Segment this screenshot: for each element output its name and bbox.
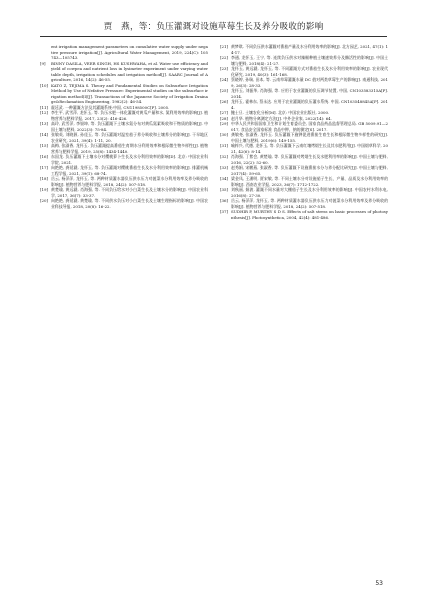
reference-entry bbox=[220, 66, 388, 77]
reference-text: 黄楚瑜, 黄远涵, 肖海强, 等. 不同负压给水对小白菜生长及土壤水分的影响[J]. 中国农业科学, 2017, 36(7): 33-37. bbox=[51, 187, 208, 198]
reference-number: [18] bbox=[40, 176, 48, 181]
reference-number: [30] bbox=[220, 132, 228, 137]
references-right-column bbox=[220, 44, 388, 220]
reference-entry bbox=[220, 77, 388, 88]
reference-number: [14] bbox=[40, 132, 48, 137]
reference-text: 赵月华. 植物分离测定方法[J]. 中外企业家, 2022(14): 64. bbox=[231, 115, 332, 121]
reference-number: [27] bbox=[220, 110, 228, 115]
reference-text: 向艳艳, 龚延涵, 龙怀玉, 等. 负压灌溉对樱桃番茄生长及水分利用效率的影响[J]. 排灌机械工程学报, 2021, 39(1): 68-74. bbox=[51, 165, 208, 176]
reference-text: 李通, 龙怀玉, 王宁, 等. 连续负压供水对辣椒种植土壤速效养分及酶活性的影响[J]. 中国土壤与肥料, 2018(4): 21-27. bbox=[231, 55, 388, 66]
reference-text: 向艳艳, 龚延涵, 黄楚瑜, 等. 不同供水负压对小白菜生长及土壤生理指标的影响[J]. 中国农业科技导报, 2018, 20(8): 16-22. bbox=[51, 198, 208, 209]
reference-entry bbox=[40, 176, 208, 187]
reference-text: 霍廷武. 一种灌溉方法及其灌溉系统:中国, CN1198500C[P]. 2005. bbox=[51, 104, 170, 110]
reference-entry bbox=[40, 110, 208, 121]
reference-text: 岳云, 杨萍萍, 龙怀玉, 等. 两种材质灌水器负压供水压力对菠菜水分利用效率及养分吸收的影响[J]. 植物营养与肥料学报, 2018, 24(2): 507-518. bbox=[231, 198, 388, 209]
reference-entry bbox=[220, 99, 388, 110]
reference-entry bbox=[220, 154, 388, 165]
reference-number: [20] bbox=[40, 198, 48, 203]
reference-entry bbox=[220, 121, 388, 132]
reference-text: SUDHIR P, MURTHY S D S. Effects of salt stress on basic processes of photosynthesis[J]. Photosynthetica, 2004, 42(4): 481-486. bbox=[231, 209, 388, 220]
reference-number: [19] bbox=[40, 187, 48, 192]
reference-entry bbox=[220, 132, 388, 143]
reference-number: [34] bbox=[220, 176, 228, 181]
reference-number: [32] bbox=[220, 154, 228, 159]
reference-entry bbox=[220, 143, 388, 154]
reference-text: 东国龙. 负压灌溉下土壤水分对樱桃萝卜生长及水分利用效率的影响[D]. 北京: 中国农业科学院, 2021. bbox=[51, 154, 208, 165]
reference-number: [22] bbox=[220, 55, 228, 60]
reference-text: 龙怀玉, 霍林东, 蔡永达. 应用于农业灌溉的负压灌水系统. 中国, CN103548845A[P]. 2014. bbox=[231, 99, 388, 110]
reference-text: 黄梦琪. 不同负压供水灌溉对番茄产量及水分利用效率的影响[J]. 北方园艺, 2021, 47(1): 14-17. bbox=[231, 44, 388, 55]
reference-number: [28] bbox=[220, 115, 228, 121]
reference-number: [35] bbox=[220, 187, 228, 192]
reference-text: 中华人民共和国国家卫生和计划生育委员会, 国家食品药品监督管理总局. GB 5009.91—2017, 食品安全国家标准 食品中钾、钠的测定[S]. 2017. bbox=[231, 121, 388, 132]
reference-text: 刘秋丽, 娟波. 灌溉不同水量对大棚茄子生长及水分利用效率的影响[J]. 中国农村水利水电, 2016(8): 27-30. bbox=[231, 187, 388, 198]
reference-number: [15] bbox=[40, 143, 48, 148]
reference-text: 张敏英, 刘晓源, 孙佳玉, 等. 负压灌溉对温室茄子养分吸收和土壤养分的影响[J]. 干旱地区农业研究, 2021, 39(4): 1-11, 20. bbox=[51, 132, 208, 143]
reference-entry bbox=[220, 88, 388, 99]
page-number: 53 bbox=[375, 580, 383, 587]
reference-text: 肖海强, 丁紫会, 黄楚瑜, 等. 负压灌溉对烤烟生长及水肥利用率的影响[J]. 中国土壤与肥料, 2016, 22(2): 52-60. bbox=[231, 154, 388, 165]
reference-text: 龙怀玉, 黄远涵, 龙怀玉, 等. 不同灌溉方式对番茄生长及水分利用效率的影响[J]. 农业现代化研究, 2019, 40(3): 161-168. bbox=[231, 66, 388, 77]
reference-number: [31] bbox=[220, 143, 228, 148]
reference-entry bbox=[40, 83, 208, 105]
reference-entry bbox=[220, 55, 388, 66]
reference-entry bbox=[220, 165, 388, 176]
header-rule bbox=[40, 36, 387, 37]
reference-entry bbox=[40, 187, 208, 198]
reference-entry bbox=[40, 61, 208, 83]
reference-number: [10] bbox=[40, 82, 48, 88]
reference-text: ent irrigation management parameters on cumulative water supply under negative pressure irrigation[J]. Agricultural Water Management, 2019, 224(C): 105743—105743. bbox=[51, 44, 208, 60]
reference-text: 高玲, 武雪萍, 李银坤, 等. 负压灌溉下土壤水氮分布对黄瓜氮素吸收和干物质的影响[J]. 中国土壤与肥料, 2022(3): 75-84. bbox=[51, 121, 208, 132]
reference-text: 梁金凤, 王潘明, 贾宋敏, 等. 不同土壤水分对设施茄子生长、产量、品质及水分利用效率的影响[J]. 西南农业学报, 2023, 36(7): 1712-1722. bbox=[231, 176, 388, 187]
reference-number: [25] bbox=[220, 88, 228, 93]
reference-text: 李生平, 武雪萍, 龙怀玉, 等. 负压水肥一体化灌溉对黄瓜产量和水, 氮利用效率的影响[J]. 植物营养与肥料学报, 2017, 23(2): 416-426. bbox=[51, 110, 208, 121]
reference-text: 龚敏尧, 张淑香, 龙怀玉. 负压灌溉下施钾促进番茄生育生长和根际微生物多样性的研究[J]. 中国土壤与肥料, 2019(6): 149-155. bbox=[231, 132, 388, 143]
reference-text: 高梅, 张淑香, 龙怀玉. 负压灌溉提高番茄生育期水分利用效率和根际微生物多样性[J]. 植物营养与肥料学报, 2019, 25(8): 1434-1440. bbox=[51, 143, 208, 154]
reference-number: [12] bbox=[40, 110, 48, 115]
reference-number: [21] bbox=[220, 44, 228, 49]
reference-text: 喻梓兴, 代德, 龙怀玉, 等. 负压灌溉下云南红壤烤烟生长及其水肥利用[J]. 中国烟草科学, 2021, 42(6): 8-14. bbox=[231, 143, 388, 154]
reference-number: [9] bbox=[40, 60, 46, 66]
reference-text: 蔡晓婷, 孙瑞, 田本, 等. 云南草莓灌溉水量 DC 值对两类草莓生产的影响[J]. 南通科技, 2019, 26(3): 28-33. bbox=[231, 77, 388, 88]
reference-text: KATO Z, TEJIMA S. Theory and Fundamental Studies on Subsurface Irrigation Method by Use of Nefative Pressure: Experimental studies on the subsurface irrigation method(I)[J]. Transactions of the Japanese Society of Irrigation Drainage&Reclamation Engineering, 1982(2): 46-54. bbox=[51, 82, 208, 104]
reference-text: 岳云, 杨萍萍, 龙怀玉, 等. 两种材质灌水器负压供水压力对菠菜水分利用效率及养分吸收的影响[J]. 植物营养与肥料学报, 2018, 24(2): 507-518. bbox=[51, 176, 208, 187]
reference-entry bbox=[40, 121, 208, 132]
reference-number: [13] bbox=[40, 121, 48, 126]
reference-number: [11] bbox=[40, 104, 48, 110]
running-header: 贾 燕，等：负压灌溉对设施草莓生长及养分吸收的影响 bbox=[103, 22, 324, 32]
reference-entry bbox=[40, 143, 208, 154]
reference-number: [26] bbox=[220, 99, 228, 104]
reference-number: [23] bbox=[220, 66, 228, 71]
reference-entry bbox=[220, 44, 388, 55]
reference-entry bbox=[220, 209, 388, 220]
reference-entry bbox=[220, 176, 388, 187]
reference-number: [24] bbox=[220, 77, 228, 82]
reference-number: [33] bbox=[220, 165, 228, 170]
reference-number: [29] bbox=[220, 121, 228, 126]
reference-number: [37] bbox=[220, 209, 228, 214]
reference-text: BINNY DASILA, VEER SINGH, HS KUSHWAHA, et al. Water use efficiency and yield of cowpea and nutrient loss in lysimeter experiment under varying water table depth, irrigation schedules and irrigation method[J]. SAARC Journal of Agriculture, 2016, 14(2): 46-55. bbox=[51, 60, 208, 82]
reference-number: [17] bbox=[40, 165, 48, 170]
reference-text: 赵秀娟, 宋鹏燕, 张淑香, 等. 负压灌溉下设施番茄水分与养分配比研究[J]. 中国土壤与肥料, 2017(4): 59-65. bbox=[231, 165, 388, 176]
reference-entry bbox=[40, 132, 208, 143]
reference-entry bbox=[220, 187, 388, 198]
reference-entry bbox=[40, 165, 208, 176]
reference-entry bbox=[40, 44, 208, 61]
reference-entry bbox=[40, 198, 208, 209]
reference-number: [16] bbox=[40, 154, 48, 159]
references-left-column bbox=[40, 44, 208, 209]
reference-text: 鲍士旦. 土壤农化分析[M]. 北京: 中国农业出版社, 2000. bbox=[231, 110, 330, 115]
reference-entry bbox=[40, 154, 208, 165]
reference-number: [36] bbox=[220, 198, 228, 203]
reference-text: 龙怀玉, 刘振华, 肖海强, 等. 应用于农业灌溉的负压调节装置, 中国, CN103583315A[P]. 2014. bbox=[231, 88, 388, 99]
reference-entry bbox=[220, 198, 388, 209]
